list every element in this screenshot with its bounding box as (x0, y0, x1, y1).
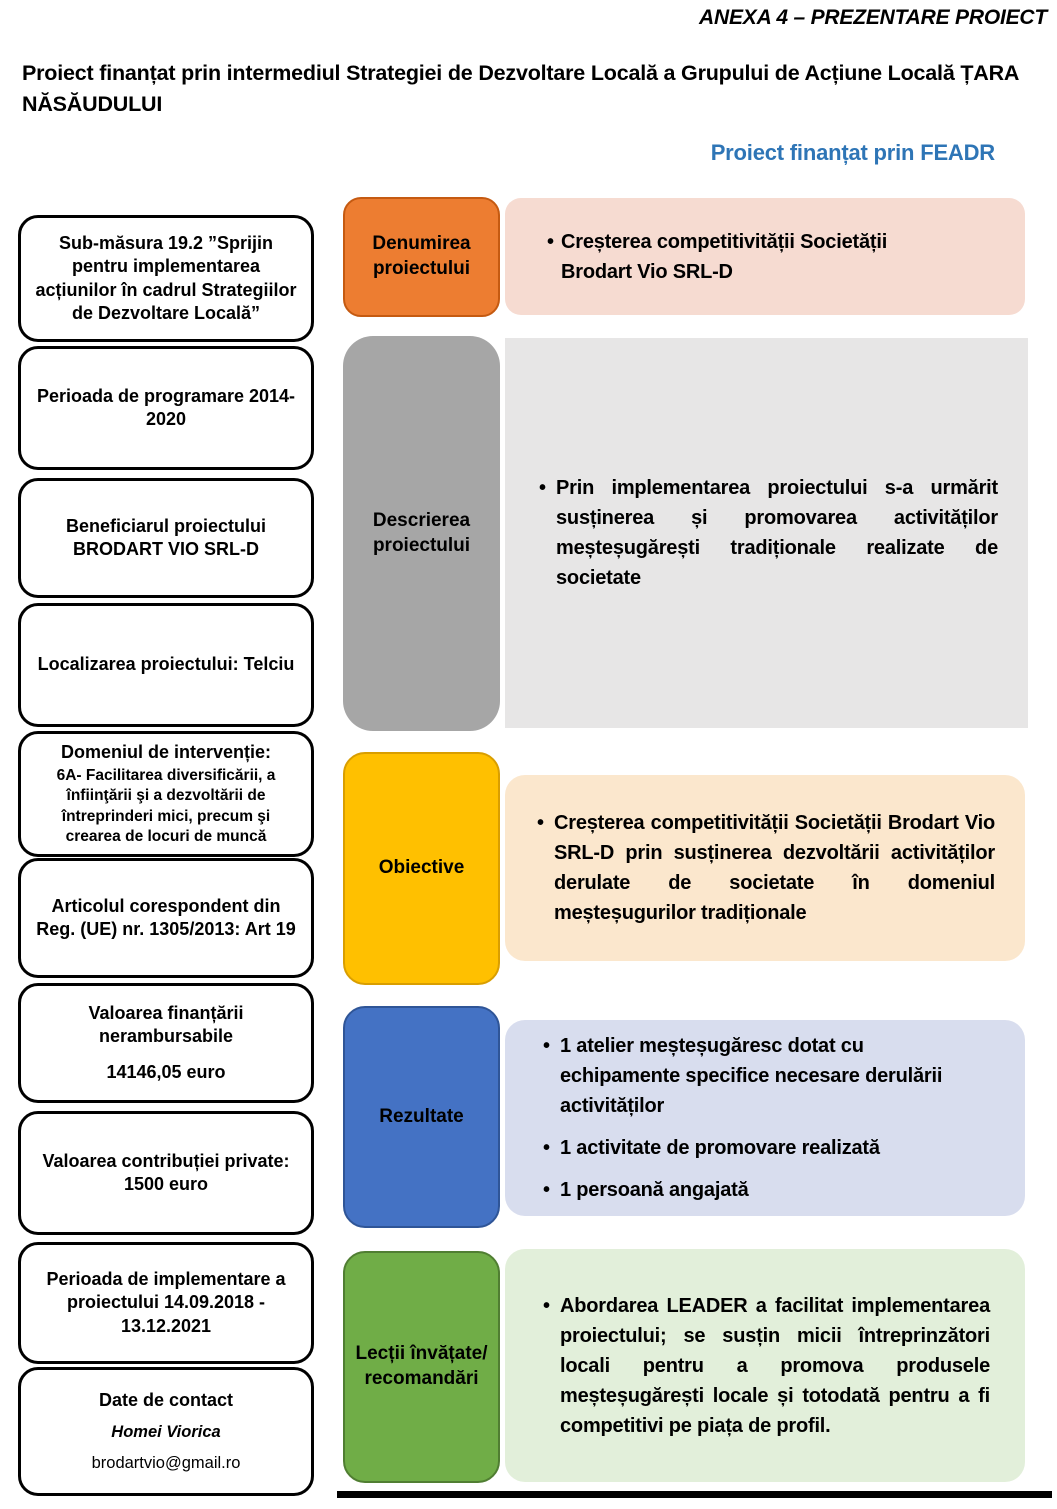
bullet-icon: • (539, 477, 546, 499)
info-box-beneficiar (18, 478, 314, 598)
bullet-icon: • (537, 812, 544, 834)
info-box-text: Perioada de programare 2014-2020 (36, 385, 296, 429)
info-box-text: Perioada de implementare a proiectului 14.09.2018 - 13.12.2021 (46, 1269, 286, 1336)
bullet-item (543, 1031, 970, 1121)
bullet-icon: • (547, 230, 554, 253)
row-label-descrierea-proiectului: Descrierea proiectului (343, 336, 500, 731)
info-box-text: Sub-măsura 19.2 ”Sprijin pentru implementarea acțiunilor în cadrul Strategiilor de Dezvoltare Locală” (35, 233, 297, 323)
info-box-valoare-finantare (18, 983, 314, 1103)
info-box-heading: Valoarea finanțării nerambursabile (88, 1003, 244, 1047)
info-box-value: 14146,05 euro (106, 1061, 226, 1082)
bullet-text: 1 activitate de promovare realizată (560, 1137, 880, 1159)
bullet-item (547, 227, 1005, 287)
bottom-divider (337, 1491, 1052, 1498)
contact-email: brodartvio@gmail.ro (91, 1454, 241, 1473)
row-label-obiective: Obiective (343, 752, 500, 985)
info-box-articol (18, 858, 314, 978)
bullet-item (543, 1291, 990, 1441)
info-box-text: Valoarea contribuției private: 1500 euro (42, 1150, 290, 1194)
info-box-text: Beneficiarul proiectului BRODART VIO SRL-D (65, 515, 267, 559)
info-box-contact (18, 1367, 314, 1496)
page-title: Proiect finanțat prin intermediul Strategiei de Dezvoltare Locală a Grupului de Acțiune Locală ȚARA NĂSĂUDULUI (22, 61, 1019, 117)
bullet-icon: • (543, 1137, 550, 1159)
bullet-icon: • (543, 1035, 550, 1057)
bullet-text: Prin implementarea proiectului s-a urmărit susținerea și promovarea activităților meșteșugărești tradiționale realizate de societate (556, 477, 998, 589)
info-box-perioada-programare (18, 346, 314, 470)
contact-heading: Date de contact (98, 1389, 234, 1410)
row-label-denumirea-proiectului: Denumirea proiectului (343, 197, 500, 317)
bullet-item (537, 808, 995, 928)
info-box-text: Localizarea proiectului: Telciu (37, 654, 295, 675)
row-content-lectii-invatate (505, 1249, 1025, 1482)
info-box-perioada-implementare (18, 1242, 314, 1364)
info-box-body: 6A- Facilitarea diversificării, a înfiinţării şi a dezvoltării de întreprinderi mici, precum şi crearea de locuri de muncă (56, 767, 276, 845)
bullet-text: Abordarea LEADER a facilitat implementarea proiectului; se susțin micii întreprinzători locali pentru a promova produsele meșteșugărești locale și totodată pentru a fi competitivi pe piața de profil. (560, 1294, 990, 1437)
bullet-icon: • (543, 1179, 550, 1201)
info-box-text: Articolul corespondent din Reg. (UE) nr. 1305/2013: Art 19 (36, 895, 296, 939)
info-box-heading: Domeniul de intervenție: (60, 742, 272, 763)
info-box-contributie-privata (18, 1111, 314, 1235)
row-content-descrierea-proiectului (505, 338, 1028, 728)
row-content-rezultate (505, 1020, 1025, 1216)
bullet-item (543, 1133, 970, 1163)
row-label-rezultate: Rezultate (343, 1006, 500, 1228)
bullet-item (539, 473, 998, 593)
bullet-text: 1 persoană angajată (560, 1179, 749, 1201)
bullet-text: Creșterea competitivității Societății Brodart Vio SRL-D prin susținerea dezvoltării activităților derulate de societate în domeniul meșteșugurilor tradiționale (554, 812, 995, 924)
info-box-localizare (18, 603, 314, 727)
row-label-lectii-invatate: Lecții învățate/ recomandări (343, 1251, 500, 1483)
row-content-obiective (505, 775, 1025, 961)
info-box-domeniu-interventie (18, 731, 314, 857)
annex-heading: ANEXA 4 – PREZENTARE PROIECT (699, 6, 1047, 29)
bullet-icon: • (543, 1294, 550, 1317)
info-box-sub-masura (18, 215, 314, 342)
bullet-text: 1 atelier meșteșugăresc dotat cu echipamente specifice necesare derulării activităților (560, 1035, 943, 1117)
row-content-denumirea-proiectului (505, 198, 1025, 315)
bullet-item (543, 1175, 970, 1205)
contact-person: Homei Viorica (111, 1422, 221, 1441)
bullet-text: Creșterea competitivității Societății Brodart Vio SRL-D (561, 230, 888, 283)
funding-note: Proiect finanțat prin FEADR (710, 140, 995, 165)
